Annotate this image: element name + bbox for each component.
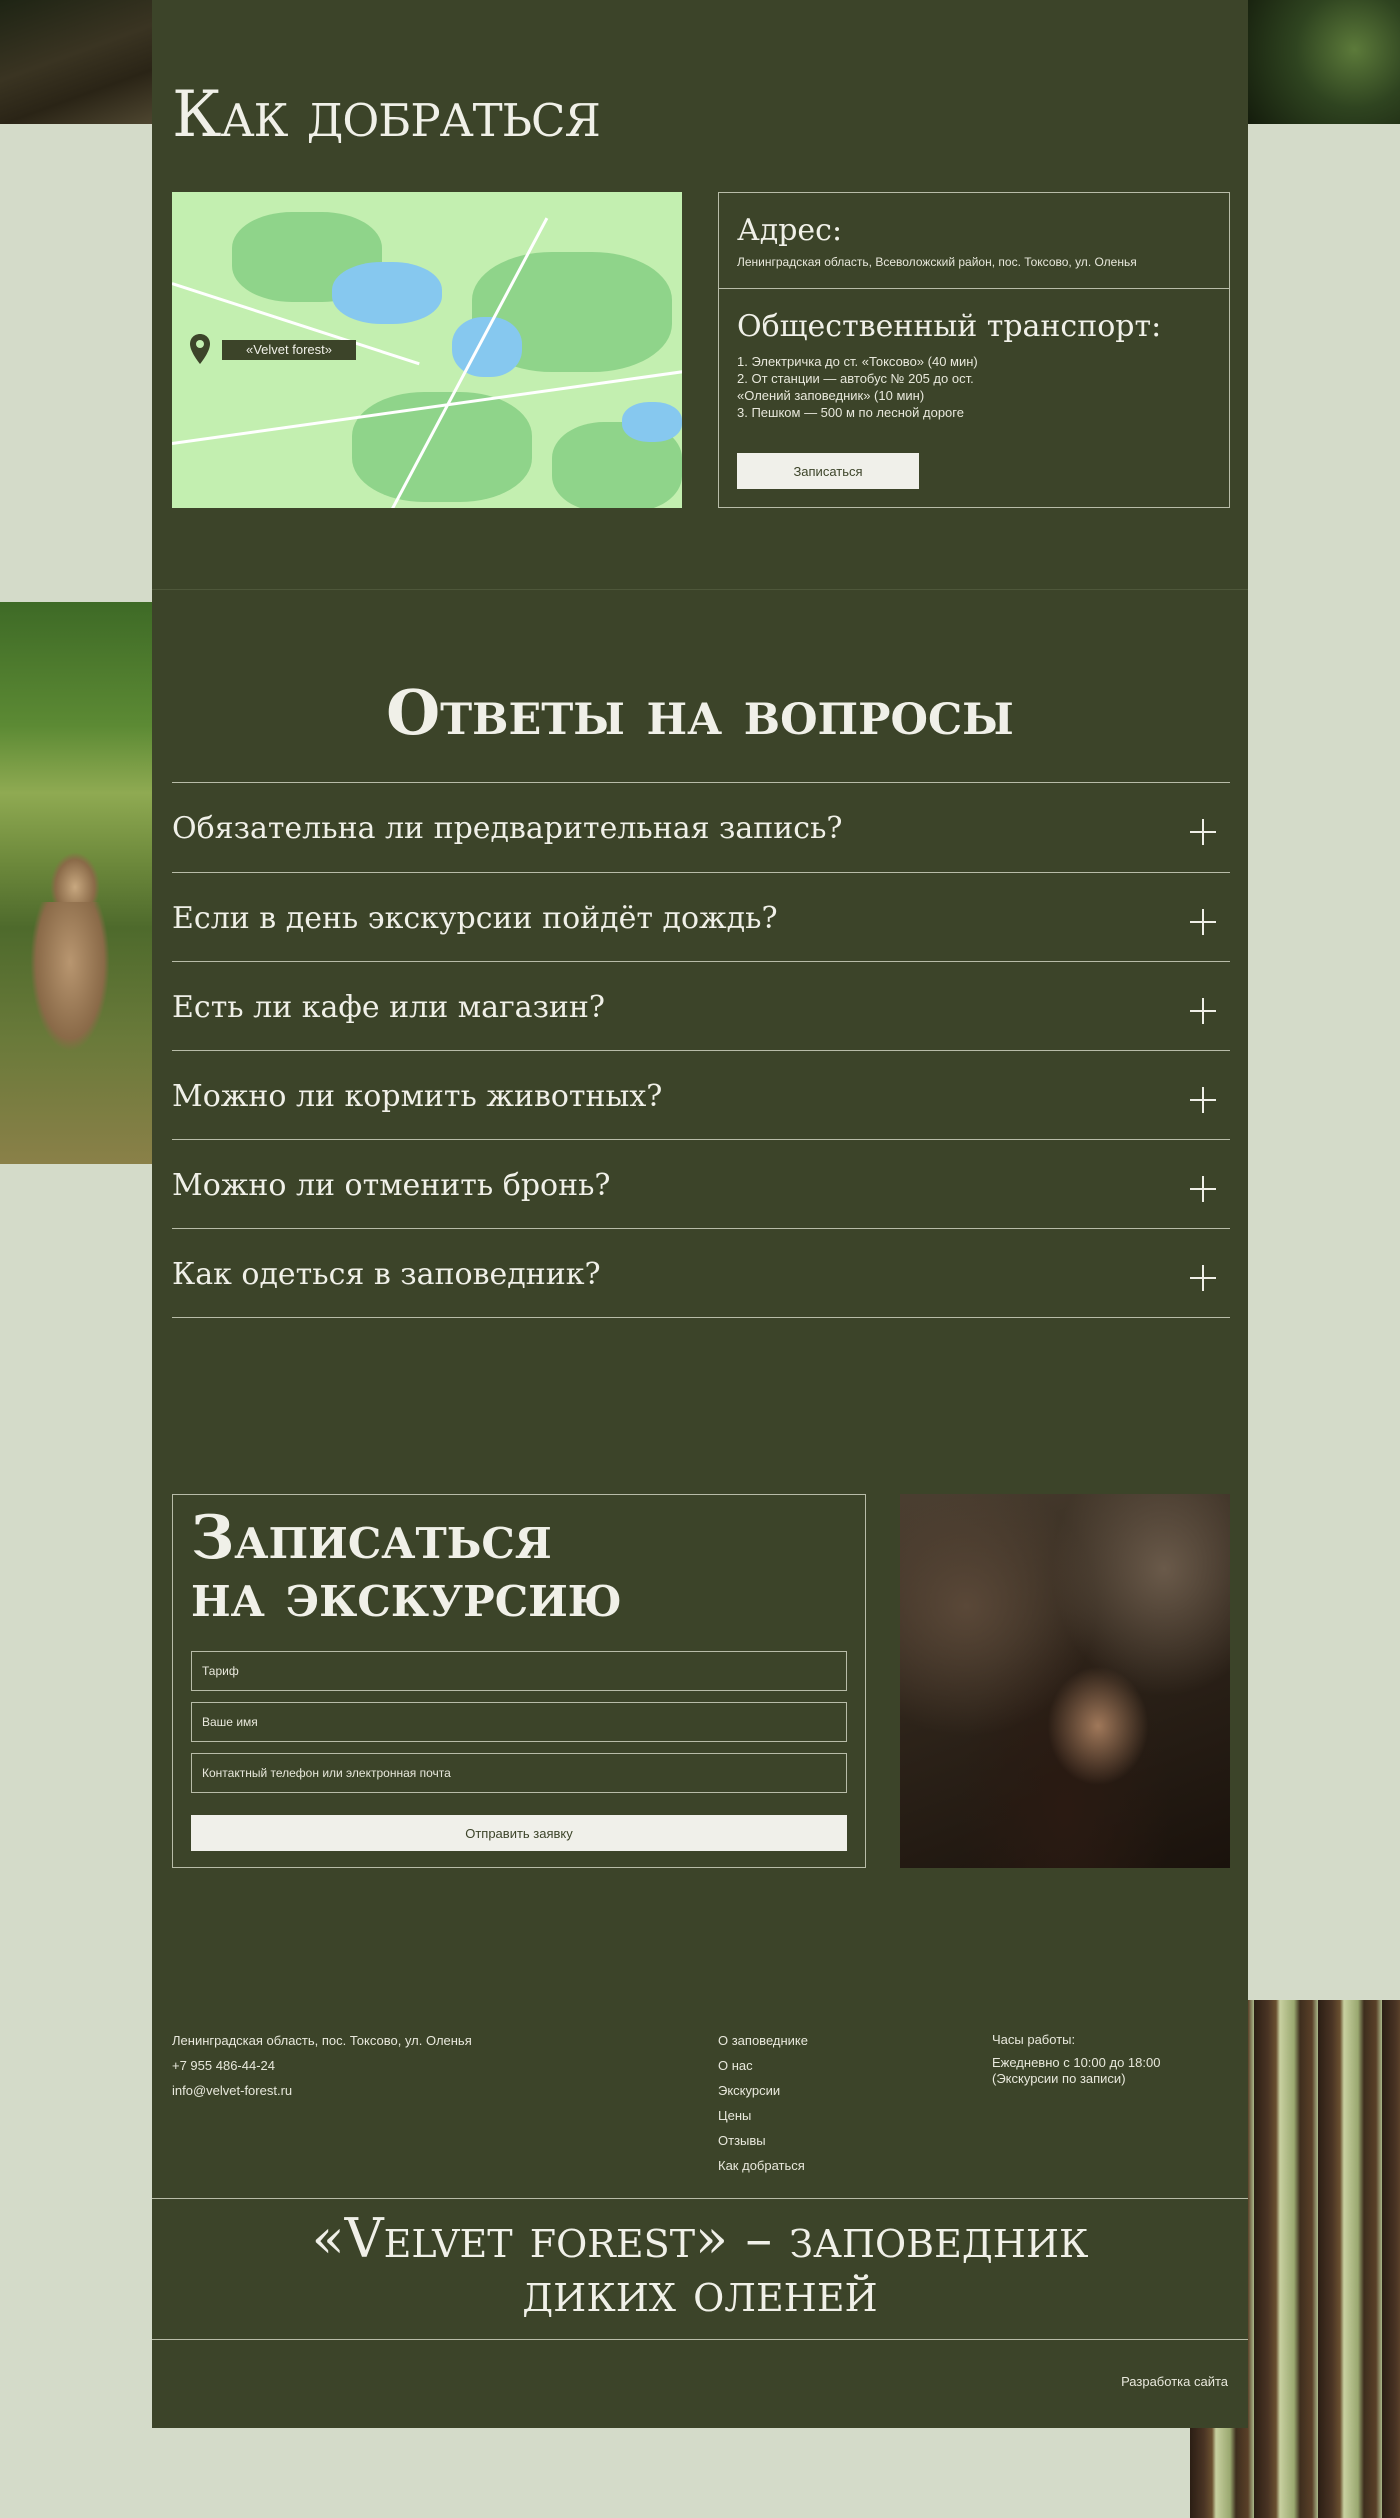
main-panel [152, 0, 1248, 2428]
faq-item[interactable] [172, 873, 1230, 962]
map-pin-icon [190, 334, 210, 364]
map-pin-label: «Velvet forest» [222, 340, 356, 360]
faq-question: Есть ли кафе или магазин? [172, 990, 606, 1025]
plus-icon[interactable] [1190, 1176, 1216, 1202]
route-map[interactable] [172, 192, 682, 508]
map-forest-area [352, 392, 532, 502]
faq-question: Можно ли отменить бронь? [172, 1168, 611, 1203]
brand-line: диких оленей [522, 2261, 878, 2324]
route-info-box [718, 192, 1230, 508]
faq-item[interactable] [172, 1140, 1230, 1229]
forest-photo-top-left [0, 0, 152, 124]
form-heading-line: Записаться [191, 1503, 552, 1573]
deer-body-shape [30, 902, 110, 1052]
transport-title: Общественный транспорт: [737, 309, 1162, 344]
hours-title: Часы работы: [992, 2032, 1076, 2047]
footer-address: Ленинградская область, пос. Токсово, ул. Оленья [172, 2033, 472, 2048]
faq-question: Обязательна ли предварительная запись? [172, 811, 843, 846]
info-divider [719, 288, 1229, 289]
transport-line: 1. Электричка до ст. «Токсово» (40 мин) [737, 354, 978, 369]
brand-slogan [152, 2207, 1248, 2324]
form-heading [191, 1503, 622, 1631]
faq-item[interactable] [172, 1051, 1230, 1140]
faq-question: Можно ли кормить животных? [172, 1079, 663, 1114]
faq-item[interactable] [172, 783, 1230, 873]
faq-heading: Ответы на вопросы [386, 676, 1014, 749]
footer-nav-link[interactable]: Отзывы [718, 2133, 766, 2148]
footer-nav-link[interactable]: О заповеднике [718, 2033, 808, 2048]
route-heading: Как добраться [172, 78, 600, 152]
address-title: Адрес: [737, 213, 843, 248]
footer-hours [992, 2032, 1160, 2087]
form-heading-line: на экскурсию [191, 1561, 622, 1631]
deer-river-photo [900, 1494, 1230, 1868]
plus-icon[interactable] [1190, 909, 1216, 935]
footer-phone-link[interactable]: +7 955 486-44-24 [172, 2058, 276, 2073]
map-lake [622, 402, 682, 442]
faq-list [172, 782, 1230, 1318]
footer-email-link[interactable]: info@velvet-forest.ru [172, 2083, 293, 2098]
deer-photo-left [0, 602, 152, 1164]
plus-icon[interactable] [1190, 819, 1216, 845]
forest-photo-top-right [1248, 0, 1400, 124]
address-text: Ленинградская область, Всеволожский район, пос. Токсово, ул. Оленья [737, 255, 1137, 269]
contact-field[interactable] [191, 1753, 847, 1793]
submit-button[interactable]: Отправить заявку [191, 1815, 847, 1851]
faq-question: Как одеться в заповедник? [172, 1257, 601, 1292]
footer-contacts [172, 2028, 472, 2103]
name-field[interactable] [191, 1702, 847, 1742]
brand-divider [152, 2339, 1248, 2340]
footer-nav-link[interactable]: О нас [718, 2058, 753, 2073]
faq-question: Если в день экскурсии пойдёт дождь? [172, 901, 778, 936]
faq-item[interactable] [172, 1229, 1230, 1318]
booking-form [172, 1494, 866, 1868]
footer-nav [718, 2028, 808, 2178]
footer-nav-link[interactable]: Как добраться [718, 2158, 805, 2173]
brand-divider [152, 2198, 1248, 2199]
brand-line: «Velvet forest» – заповедник [311, 2207, 1089, 2270]
plus-icon[interactable] [1190, 998, 1216, 1024]
signup-button[interactable]: Записаться [737, 453, 919, 489]
hours-line: (Экскурсии по записи) [992, 2071, 1126, 2086]
plus-icon[interactable] [1190, 1087, 1216, 1113]
transport-line: 3. Пешком — 500 м по лесной дороге [737, 405, 964, 420]
section-divider [152, 589, 1248, 590]
developer-credit-link[interactable]: Разработка сайта [1121, 2374, 1228, 2389]
tariff-field[interactable] [191, 1651, 847, 1691]
transport-line: 2. От станции — автобус № 205 до ост. [737, 371, 974, 386]
faq-item[interactable] [172, 962, 1230, 1051]
plus-icon[interactable] [1190, 1265, 1216, 1291]
transport-list [737, 353, 978, 421]
hours-line: Ежедневно с 10:00 до 18:00 [992, 2055, 1161, 2070]
footer-nav-link[interactable]: Экскурсии [718, 2083, 781, 2098]
map-lake [332, 262, 442, 324]
footer-nav-link[interactable]: Цены [718, 2108, 752, 2123]
transport-line: «Олений заповедник» (10 мин) [737, 388, 925, 403]
